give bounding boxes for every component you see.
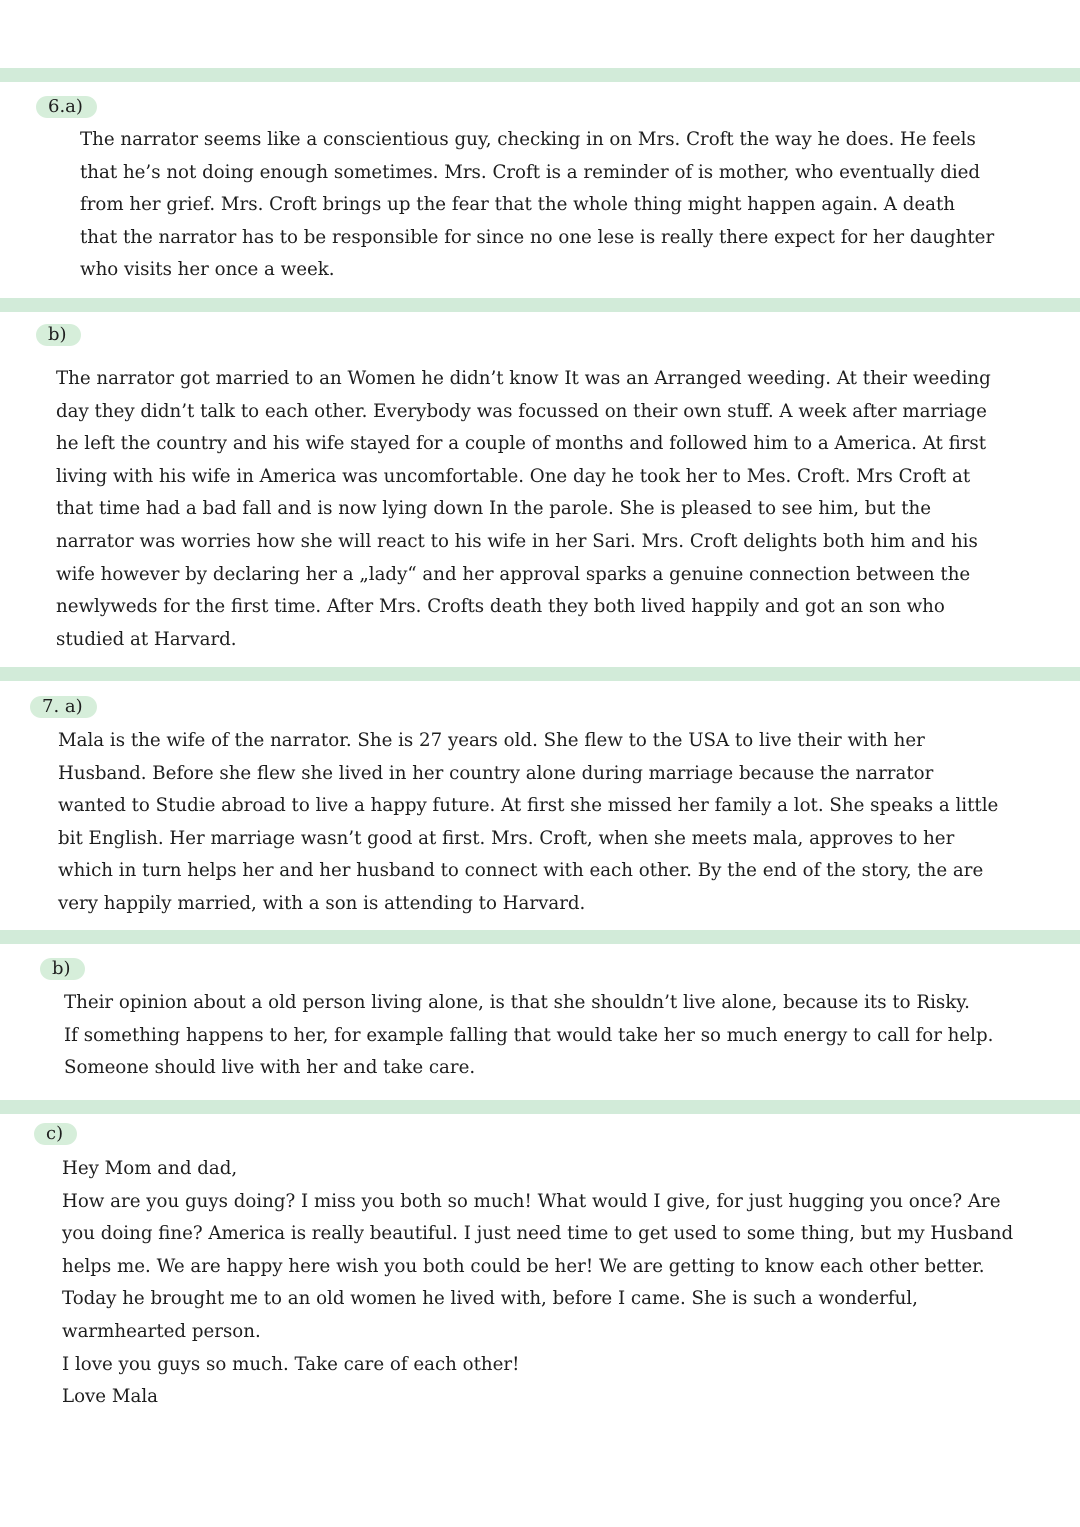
- text-line: from her grief. Mrs. Croft brings up the fear that the whole thing might happen again. A death: [80, 194, 955, 216]
- section-divider: [0, 667, 1080, 681]
- text-line: newlyweds for the first time. After Mrs. Crofts death they both lived happily and got an son who: [56, 596, 945, 618]
- question-label-7c: c): [34, 1123, 77, 1145]
- text-line: studied at Harvard.: [56, 628, 237, 650]
- text-line: day they didn’t talk to each other. Everybody was focussed on their own stuff. A week after marriage: [56, 400, 987, 422]
- text-line: that the narrator has to be responsible for since no one lese is really there expect for her daughter: [80, 226, 995, 248]
- text-line: The narrator seems like a conscientious guy, checking in on Mrs. Croft the way he does. He feels: [80, 129, 976, 150]
- question-label-6b: b): [36, 324, 81, 346]
- text-line: wife however by declaring her a „lady“ and her approval sparks a genuine connection between the: [56, 563, 971, 585]
- text-line: that time had a bad fall and is now lying down In the parole. She is pleased to see him, but the: [56, 498, 932, 520]
- question-label-7a: 7. a): [30, 696, 97, 718]
- answer-6a: [80, 124, 994, 287]
- text-line: warmhearted person.: [62, 1320, 261, 1342]
- text-line: wanted to Studie abroad to live a happy future. At first she missed her family a lot. She speaks a little: [58, 795, 999, 817]
- text-line: living with his wife in America was uncomfortable. One day he took her to Mes. Croft. Mrs Croft at: [56, 465, 971, 487]
- text-line: Someone should live with her and take care.: [64, 1057, 476, 1079]
- text-line: he left the country and his wife stayed for a couple of months and followed him to a America. At first: [56, 433, 987, 455]
- text-line: very happily married, with a son is attending to Harvard.: [58, 892, 586, 914]
- text-line: I love you guys so much. Take care of each other!: [62, 1353, 520, 1375]
- text-line: Husband. Before she flew she lived in her country alone during marriage because the narrator: [58, 762, 934, 784]
- text-line: you doing fine? America is really beautiful. I just need time to get used to some thing, but my Husband: [62, 1223, 1014, 1245]
- question-label-7b: b): [40, 958, 85, 980]
- section-divider: [0, 930, 1080, 944]
- section-divider: [0, 1100, 1080, 1114]
- section-divider: [0, 298, 1080, 312]
- text-line: The narrator got married to an Women he didn’t know It was an Arranged weeding. At their weeding: [56, 368, 991, 389]
- text-line: Mala is the wife of the narrator. She is 27 years old. She flew to the USA to live their with her: [58, 730, 925, 751]
- text-line: How are you guys doing? I miss you both so much! What would I give, for just hugging you once? Are: [62, 1190, 1001, 1212]
- answer-7b: [64, 987, 993, 1085]
- text-line: Their opinion about a old person living alone, is that she shouldn’t live alone, because its to Risky.: [64, 992, 970, 1013]
- section-divider: [0, 68, 1080, 82]
- text-line: narrator was worries how she will react to his wife in her Sari. Mrs. Croft delights both him and his: [56, 530, 978, 552]
- text-line: Hey Mom and dad,: [62, 1158, 238, 1179]
- text-line: that he’s not doing enough sometimes. Mrs. Croft is a reminder of is mother, who eventually died: [80, 161, 981, 183]
- text-line: If something happens to her, for example falling that would take her so much energy to call for help.: [64, 1024, 994, 1046]
- answer-6b: [56, 363, 991, 656]
- answer-7a: [58, 725, 998, 921]
- text-line: which in turn helps her and her husband to connect with each other. By the end of the story, the are: [58, 860, 984, 882]
- question-label-6a: 6.a): [36, 96, 97, 118]
- text-line: helps me. We are happy here wish you both could be her! We are getting to know each other better.: [62, 1255, 985, 1277]
- text-line: bit English. Her marriage wasn’t good at first. Mrs. Croft, when she meets mala, approves to her: [58, 827, 955, 849]
- text-line: who visits her once a week.: [80, 259, 335, 281]
- text-line: Today he brought me to an old women he lived with, before I came. She is such a wonderful,: [62, 1288, 918, 1310]
- answer-7c-letter: [62, 1153, 1013, 1414]
- text-line: Love Mala: [62, 1386, 158, 1408]
